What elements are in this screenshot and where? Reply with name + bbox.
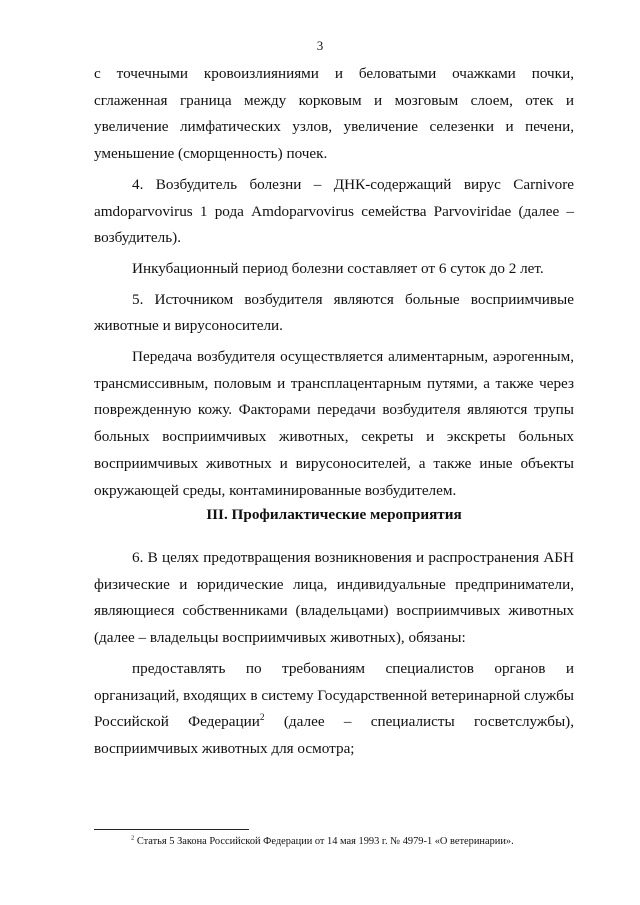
obligation-text-part1: предоставлять по требованиям специалистов органов и организаций, входящих в систему Государственной ветеринарной службы Российской Федерации	[94, 659, 574, 731]
footnote-reference: 2	[259, 713, 265, 724]
paragraph-obligation	[94, 656, 574, 763]
paragraph-prevention: 6. В целях предотвращения возникновения и распространения АБН физические и юридические лица, индивидуальные предприниматели, являющиеся собственниками (владельцами) восприимчивых животных (далее – владельцы восприимчивых животных), обязаны:	[94, 549, 574, 647]
body-text-top	[94, 61, 574, 504]
paragraph-incubation: Инкубационный период болезни составляет от 6 суток до 2 лет.	[132, 259, 544, 277]
footnote-marker: 2	[131, 834, 135, 842]
obligation-text-part2: (далее – специалисты госветслужбы), восприимчивых животных для осмотра;	[94, 713, 575, 757]
footnote	[131, 835, 591, 849]
page-number: 3	[316, 38, 324, 53]
paragraph-transmission: Передача возбудителя осуществляется алиментарным, аэрогенным, трансмиссивным, половым и трансплацентарным путями, а также через поврежденную кожу. Факторами передачи возбудителя являются трупы больных восприимчивых животных, секреты и экскреты больных восприимчивых животных и вирусоносителей, а также иные объекты окружающей среды, контаминированные возбудителем.	[94, 348, 574, 499]
body-text-bottom	[94, 545, 574, 763]
paragraph-pathogen: 4. Возбудитель болезни – ДНК-содержащий вирус Carnivore amdoparvovirus 1 рода Amdoparvovirus семейства Parvoviridae (далее – возбудитель).	[94, 175, 574, 247]
footnote-text: Статья 5 Закона Российской Федерации от 14 мая 1993 г. № 4979-1 «О ветеринарии».	[134, 836, 514, 847]
section-heading: III. Профилактические мероприятия	[206, 506, 462, 523]
paragraph-pathology: с точечными кровоизлияниями и беловатыми очажками почки, сглаженная граница между корковым и мозговым слоем, отек и увеличение лимфатических узлов, увеличение селезенки и печени, уменьшение (сморщенность) почек.	[94, 65, 574, 163]
footnote-separator	[94, 829, 249, 830]
paragraph-source: 5. Источником возбудителя являются больные восприимчивые животные и вирусоносители.	[94, 290, 574, 335]
